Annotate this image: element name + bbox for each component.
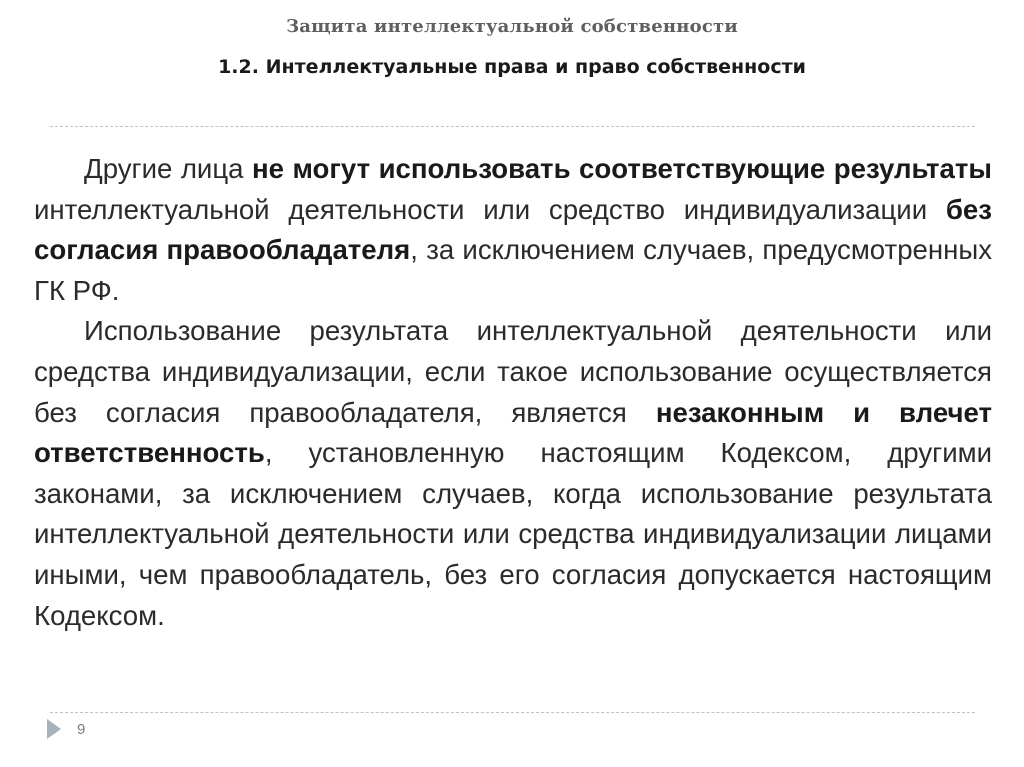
slide-body [34, 149, 992, 636]
p1-bold-1: не могут использовать соответствующие результаты [252, 153, 992, 184]
paragraph-2 [34, 311, 992, 636]
p2-text-2: , установленную настоящим Кодексом, другими законами, за исключением случаев, когда использование результата интеллектуальной деятельности или средства индивидуализации лицами иными, чем правообладатель, без его согласия допускается настоящим Кодексом. [34, 437, 992, 631]
bottom-divider [50, 712, 975, 713]
p2-bold-1: незаконным и влечет ответственность [34, 396, 992, 469]
triangle-right-icon [46, 718, 62, 740]
p1-text-2: интеллектуальной деятельности или средство индивидуализации [34, 193, 946, 225]
p1-bold-2: без согласия правообладателя [34, 193, 992, 266]
section-subtitle: 1.2. Интеллектуальные права и право собственности [218, 56, 806, 78]
p2-text-1: Использование результата интеллектуальной деятельности или средства индивидуализации, если такое использование осуществляется без согласия правообладателя, является [34, 315, 992, 428]
header-title: Защита интеллектуальной собственности [286, 16, 738, 37]
paragraph-1 [34, 149, 992, 311]
p1-text-3: , за исключением случаев, предусмотренных ГК РФ. [34, 234, 992, 306]
p1-text-1: Другие лица [84, 153, 252, 184]
top-divider [50, 126, 975, 127]
page-number: 9 [77, 721, 86, 738]
